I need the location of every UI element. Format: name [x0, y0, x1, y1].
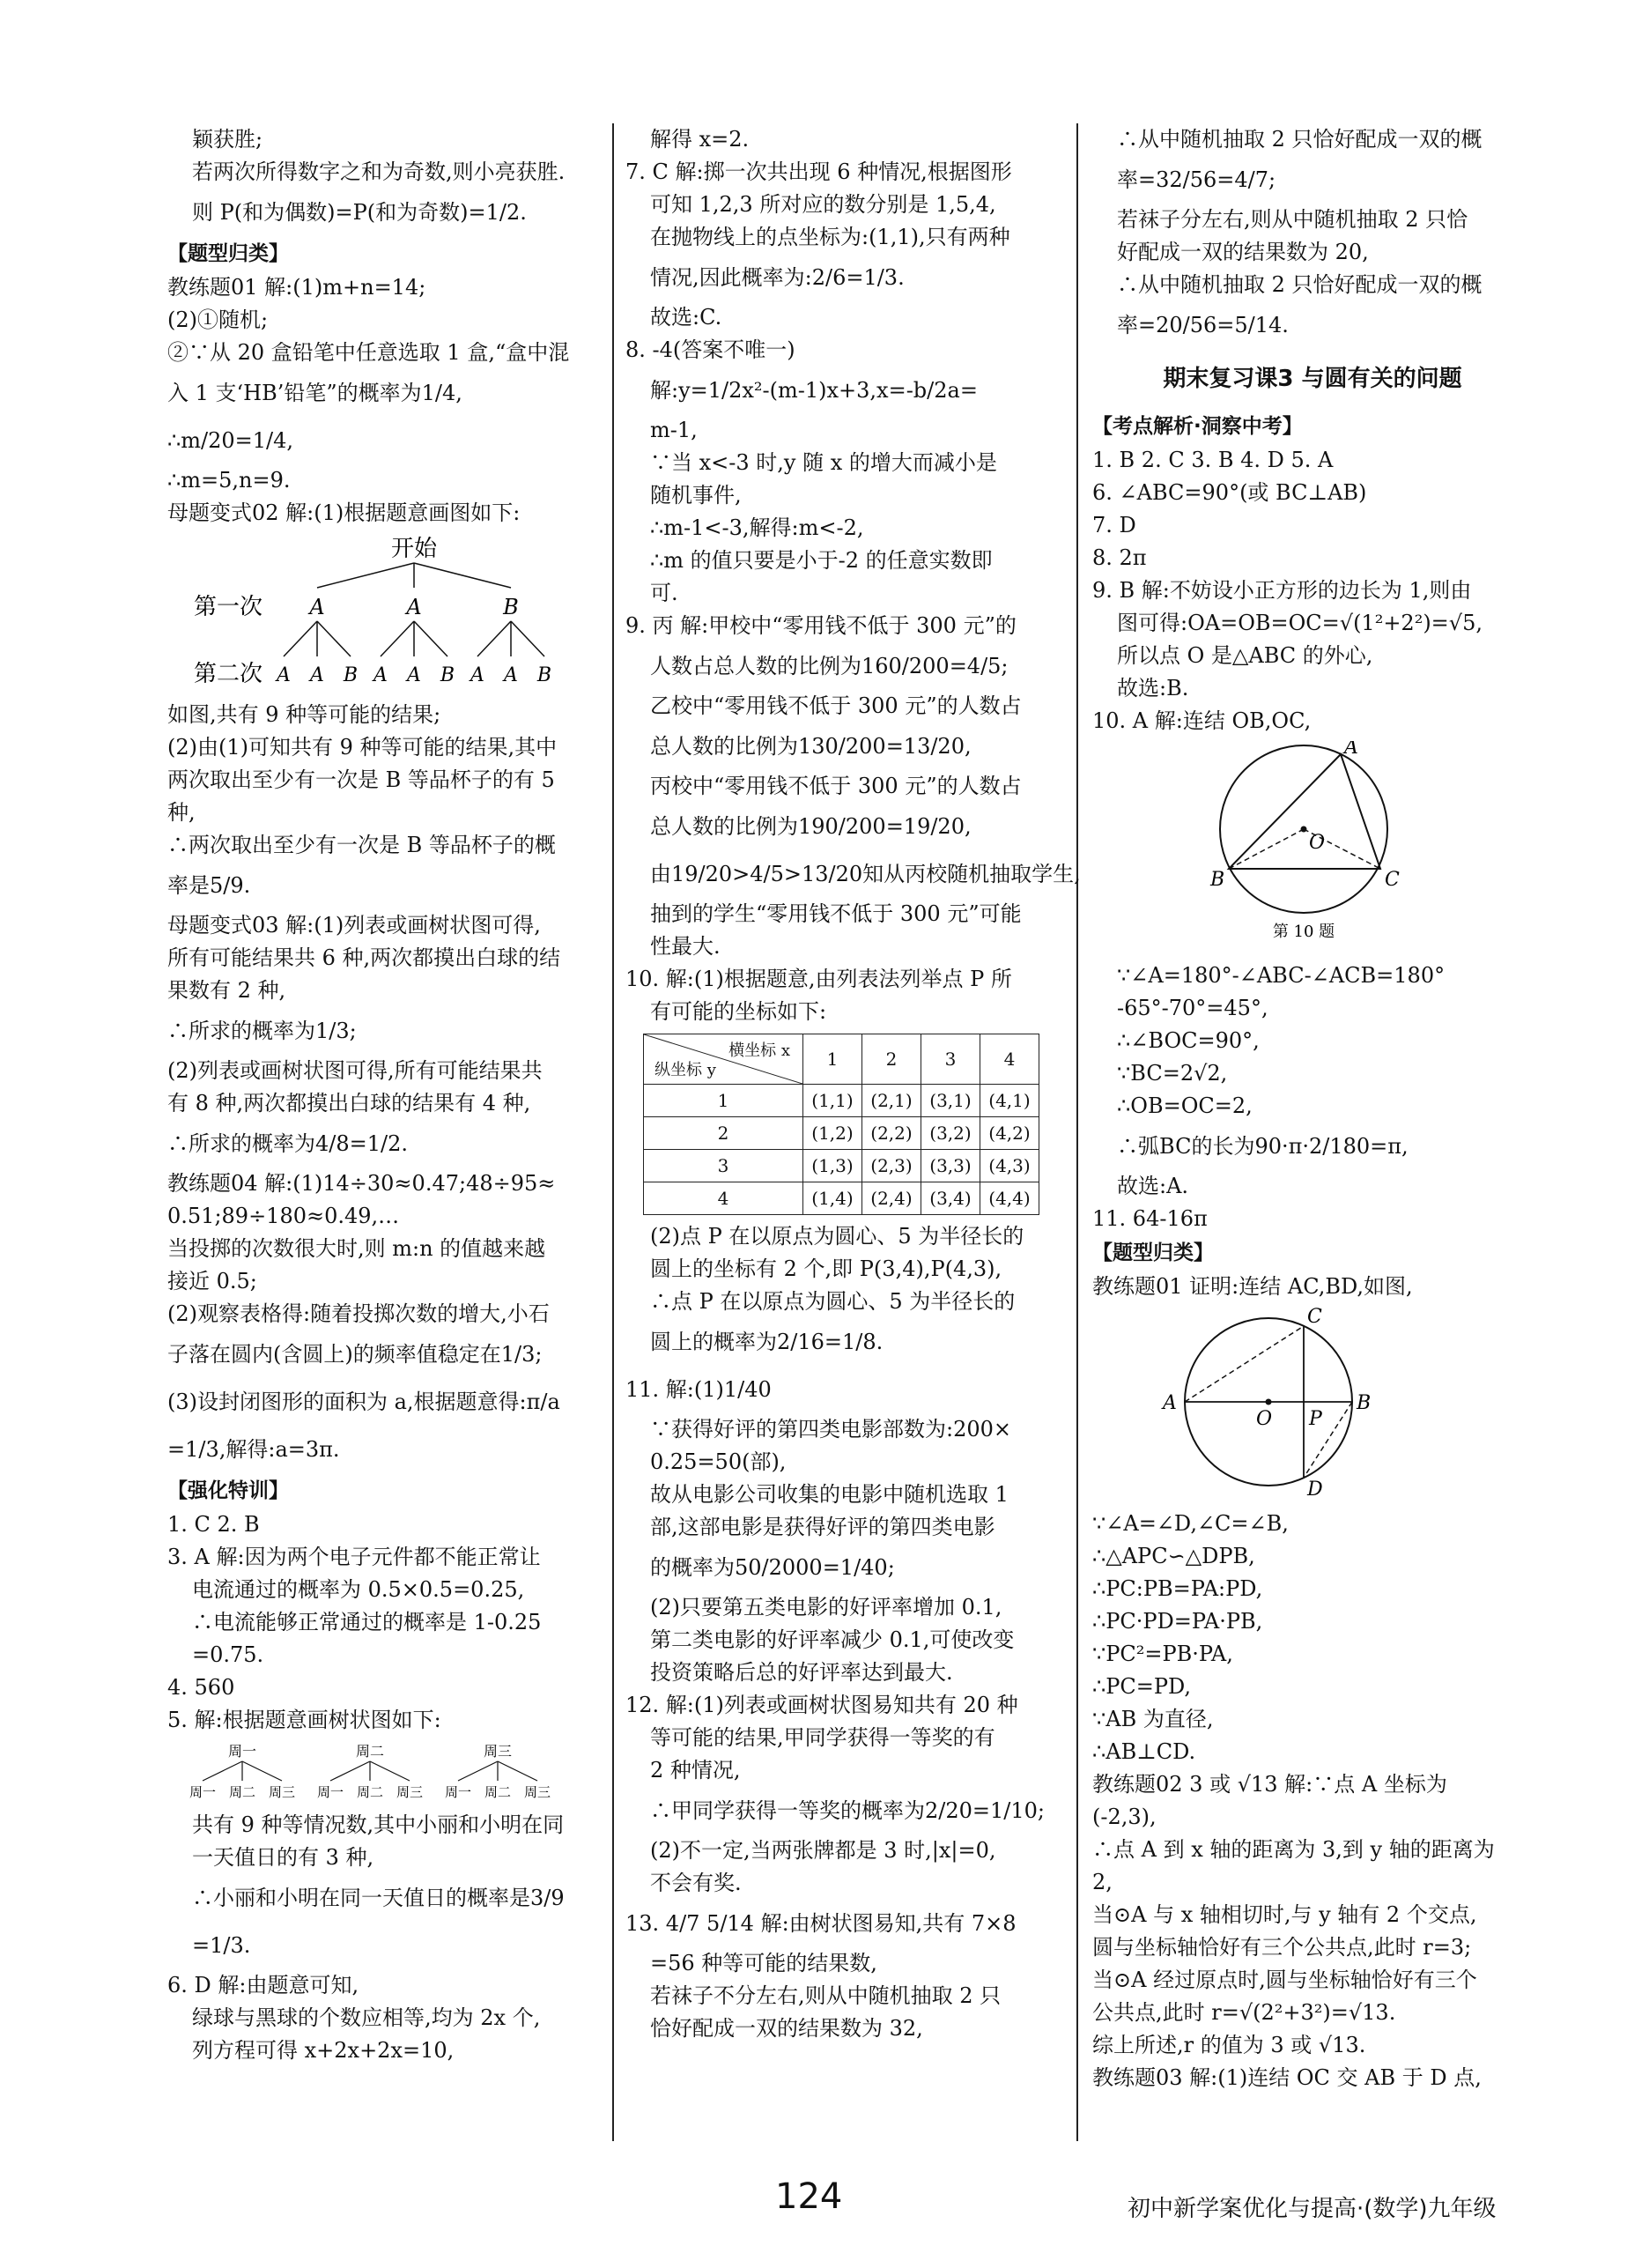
col1-part-a	[167, 123, 599, 530]
text-line: ∵BC=2√2,	[1117, 1061, 1228, 1086]
column-3	[1092, 123, 1533, 2094]
text-line: 则 P(和为偶数)=P(和为奇数)=1/2.	[192, 200, 527, 225]
text-line: 13. 4/7 5/14 解:由树状图易知,共有 7×8	[625, 1911, 1017, 1936]
table-row-header: 2	[644, 1117, 803, 1150]
text-line: 不会有奖.	[650, 1871, 742, 1895]
tree2-leaf: 周三	[523, 1784, 551, 1800]
text-line: ∴m 的值只要是小于-2 的任意实数即	[650, 548, 993, 573]
tree2-leaf: 周三	[396, 1784, 424, 1800]
text-line: 入 1 支‘HB’铅笔”的概率为1/4,	[167, 381, 462, 405]
text-line: 情况,因此概率为:2/6=1/3.	[650, 265, 905, 290]
table-row-header: 3	[644, 1150, 803, 1182]
text-line: 若袜子不分左右,则从中随机抽取 2 只	[650, 1983, 1002, 2008]
table-cell: (3,1)	[921, 1085, 980, 1117]
table-cell: (1,2)	[803, 1117, 862, 1150]
text-line: ∴所求的概率为1/3;	[167, 1019, 357, 1043]
text-line: 绿球与黑球的个数应相等,均为 2x 个,	[192, 2005, 541, 2030]
column-2	[625, 123, 1081, 2045]
table-cell: (1,1)	[803, 1085, 862, 1117]
table-cell: (2,4)	[862, 1182, 921, 1215]
table-col-header: 3	[921, 1034, 980, 1085]
text-line: 1. B 2. C 3. B 4. D 5. A	[1092, 448, 1334, 472]
tree-leaf: A	[470, 664, 484, 686]
text-line: ∵当 x<-3 时,y 随 x 的增大而减小是	[650, 450, 997, 475]
text-line: 乙校中“零用钱不低于 300 元”的人数占	[650, 693, 1022, 718]
text-line: 4. 560	[167, 1675, 235, 1700]
text-line: 8. 2π	[1092, 545, 1147, 570]
tree2-leaf: 周二	[484, 1784, 512, 1800]
fig10-label-o: O	[1309, 832, 1326, 854]
text-line: 如图,共有 9 种等可能的结果;	[167, 702, 441, 727]
text-line: 解得 x=2.	[650, 127, 750, 152]
text-line: 当⊙A 与 x 轴相切时,与 y 轴有 2 个交点,	[1092, 1902, 1477, 1927]
text-line: 0.25=50(部),	[650, 1449, 787, 1474]
text-line: ∵PC²=PB·PA,	[1092, 1642, 1233, 1666]
fig01-label-d: D	[1307, 1479, 1323, 1501]
table-cell: (2,2)	[862, 1117, 921, 1150]
col2-part-b	[625, 1220, 1066, 2045]
text-line: 的概率为50/2000=1/40;	[650, 1555, 895, 1580]
text-line: 有可能的坐标如下:	[650, 999, 827, 1024]
text-line: 故选:C.	[650, 305, 722, 330]
text-line: 率=20/56=5/14.	[1117, 313, 1289, 337]
text-line: 7. C 解:掷一次共出现 6 种情况,根据图形	[625, 159, 1012, 184]
text-line: 11. 64-16π	[1092, 1206, 1208, 1231]
text-line: 电流通过的概率为 0.5×0.5=0.25,	[192, 1577, 525, 1602]
tree-node-l1-a2: A	[406, 595, 422, 619]
tree-leaf: A	[277, 664, 291, 686]
text-line: (2)不一定,当两张牌都是 3 时,|x|=0,	[650, 1838, 996, 1863]
table-x-header: 横坐标 x	[728, 1041, 790, 1060]
table-cell: (4,4)	[980, 1182, 1039, 1215]
text-line: ∴点 P 在以原点为圆心、5 为半径长的	[650, 1289, 1016, 1314]
fig10-label-b: B	[1210, 869, 1225, 891]
table-row	[644, 1150, 1039, 1182]
tree-leaf: A	[373, 664, 388, 686]
text-line: 10. A 解:连结 OB,OC,	[1092, 708, 1312, 733]
tree2-top: 周二	[355, 1743, 385, 1760]
tree2-leaf: 周三	[268, 1784, 296, 1800]
table-col-header: 2	[862, 1034, 921, 1085]
text-line: 当投掷的次数很大时,则 m:n 的值越来越	[167, 1236, 546, 1261]
text-line: 教练题04 解:(1)14÷30≈0.47;48÷95≈	[167, 1171, 556, 1196]
text-line: 投资策略后总的好评率达到最大.	[650, 1660, 953, 1685]
col3-part-b	[1092, 409, 1533, 737]
text-line: =0.75.	[192, 1642, 264, 1667]
text-line: 抽到的学生“零用钱不低于 300 元”可能	[650, 901, 1022, 926]
text-line: 列方程可得 x+2x+2x=10,	[192, 2038, 455, 2063]
figure-10	[1092, 741, 1533, 952]
table-cell: (4,1)	[980, 1085, 1039, 1117]
tree-leaf: A	[504, 664, 518, 686]
text-line: 率是5/9.	[167, 873, 251, 898]
text-line: 6. D 解:由题意可知,	[167, 1973, 359, 1997]
table-cell: (3,4)	[921, 1182, 980, 1215]
text-line: 9. 丙 解:甲校中“零用钱不低于 300 元”的	[625, 613, 1017, 638]
col1-part-b	[167, 699, 599, 1737]
text-line: 8. -4(答案不唯一)	[625, 337, 795, 362]
text-line: (2)列表或画树状图可得,所有可能结果共	[167, 1058, 543, 1083]
text-line: 图可得:OA=OB=OC=√(1²+2²)=√5,	[1117, 611, 1483, 635]
text-line: ∴∠BOC=90°,	[1117, 1028, 1260, 1053]
text-line: 第二类电影的好评率减少 0.1,可使改变	[650, 1627, 1015, 1652]
tree2-leaf: 周一	[189, 1784, 217, 1800]
text-line: 教练题02 3 或 √13 解:∵点 A 坐标为	[1092, 1772, 1447, 1797]
text-line: 有 8 种,两次都摸出白球的结果有 4 种,	[167, 1091, 531, 1115]
col3-part-a	[1092, 123, 1533, 349]
table-y-header: 纵坐标 y	[654, 1061, 716, 1079]
text-line: ∴从中随机抽取 2 只恰好配成一双的概	[1117, 272, 1483, 297]
fig01-label-p: P	[1309, 1408, 1322, 1430]
text-line: 两次取出至少有一次是 B 等品杯子的有 5	[167, 767, 555, 792]
col3-part-d	[1092, 1508, 1533, 2094]
fig01-label-c: C	[1307, 1307, 1322, 1328]
text-line: 子落在圆内(含圆上)的频率值稳定在1/3;	[167, 1342, 543, 1367]
tree-diagram-1	[167, 533, 599, 692]
text-line: m-1,	[650, 418, 698, 442]
table-cell: (2,1)	[862, 1085, 921, 1117]
tree2-leaf: 周一	[316, 1784, 344, 1800]
text-line: 总人数的比例为190/200=19/20,	[650, 814, 972, 839]
text-line: ∴两次取出至少有一次是 B 等品杯子的概	[167, 833, 556, 857]
text-line: ∴所求的概率为4/8=1/2.	[167, 1131, 408, 1156]
text-line: 颖获胜;	[192, 127, 263, 152]
text-line: ∴m/20=1/4,	[167, 428, 294, 453]
table-cell: (4,3)	[980, 1150, 1039, 1182]
text-line: 故从电影公司收集的电影中随机选取 1	[650, 1482, 1009, 1507]
page-footer: 初中新学案优化与提高·(数学)九年级	[1128, 2196, 1497, 2222]
tree-diagram-2	[167, 1740, 599, 1802]
text-line: 人数占总人数的比例为160/200=4/5;	[650, 654, 1009, 678]
text-line: ∴△APC∽△DPB,	[1092, 1544, 1255, 1568]
text-line: ∵∠A=180°-∠ABC-∠ACB=180°	[1117, 963, 1446, 988]
section-title: 期末复习课3 与圆有关的问题	[1163, 366, 1462, 392]
tree-leaf: B	[536, 664, 552, 686]
tree-leaf: B	[343, 664, 359, 686]
table-col-header: 1	[803, 1034, 862, 1085]
text-line: 公共点,此时 r=√(2²+3²)=√13.	[1092, 2000, 1396, 2025]
text-line: (2)点 P 在以原点为圆心、5 为半径长的	[650, 1224, 1024, 1249]
table-cell: (3,2)	[921, 1117, 980, 1150]
text-line: ∵获得好评的第四类电影部数为:200×	[650, 1417, 1012, 1442]
text-line: ∴甲同学获得一等奖的概率为2/20=1/10;	[650, 1798, 1045, 1823]
text-line: 共有 9 种等情况数,其中小丽和小明在同	[192, 1812, 565, 1837]
text-line: 所有可能结果共 6 种,两次都摸出白球的结	[167, 945, 561, 970]
text-line: ∴小丽和小明在同一天值日的概率是3/9	[192, 1886, 565, 1910]
text-line: 【考点解析·洞察中考】	[1092, 415, 1303, 438]
tree-node-l1-b: B	[503, 595, 519, 619]
text-line: 2,	[1092, 1870, 1113, 1894]
text-line: 【题型归类】	[167, 242, 289, 265]
fig01-label-o: O	[1256, 1408, 1273, 1430]
text-line: ∵∠A=∠D,∠C=∠B,	[1092, 1511, 1289, 1536]
text-line: 0.51;89÷180≈0.49,…	[167, 1204, 400, 1228]
text-line: ∴OB=OC=2,	[1117, 1093, 1253, 1118]
text-line: 总人数的比例为130/200=13/20,	[650, 734, 972, 759]
text-line: 所以点 O 是△ABC 的外心,	[1117, 643, 1373, 668]
table-row-header: 1	[644, 1085, 803, 1117]
text-line: 12. 解:(1)列表或画树状图易知共有 20 种	[625, 1693, 1018, 1717]
col2-part-a	[625, 123, 1081, 1028]
tree2-leaf: 周一	[444, 1784, 472, 1800]
fig10-caption: 第 10 题	[1272, 923, 1335, 941]
tree-first-label: 第一次	[194, 594, 263, 620]
text-line: ∴m=5,n=9.	[167, 468, 291, 493]
text-line: 10. 解:(1)根据题意,由列表法列举点 P 所	[625, 967, 1012, 991]
tree-leaf: A	[310, 664, 324, 686]
text-line: 1. C 2. B	[167, 1512, 260, 1537]
fig10-label-a: A	[1344, 741, 1358, 759]
text-line: 由19/20>4/5>13/20知从丙校随机抽取学生,	[650, 862, 1081, 886]
text-line: (3)设封闭图形的面积为 a,根据题意得:π/a	[167, 1390, 560, 1414]
text-line: (2)只要第五类电影的好评率增加 0.1,	[650, 1595, 1002, 1619]
text-line: ∴PC=PD,	[1092, 1674, 1192, 1699]
tree2-top: 周三	[483, 1743, 513, 1760]
text-line: 在抛物线上的点坐标为:(1,1),只有两种	[650, 225, 1010, 249]
text-line: -65°-70°=45°,	[1117, 996, 1268, 1020]
text-line: 可知 1,2,3 所对应的数分别是 1,5,4,	[650, 192, 996, 217]
col3-part-c	[1092, 960, 1533, 1303]
column-divider-1	[612, 123, 614, 2141]
figure-01	[1092, 1307, 1533, 1501]
text-line: 接近 0.5;	[167, 1269, 257, 1293]
text-line: ∴AB⊥CD.	[1092, 1739, 1196, 1764]
text-line: 一天值日的有 3 种,	[192, 1845, 374, 1870]
text-line: (2)由(1)可知共有 9 种等可能的结果,其中	[167, 735, 558, 760]
col1-part-c	[167, 1809, 599, 2067]
text-line: 若两次所得数字之和为奇数,则小亮获胜.	[192, 159, 566, 184]
text-line: 果数有 2 种,	[167, 978, 286, 1003]
text-line: 教练题01 解:(1)m+n=14;	[167, 275, 426, 300]
table-cell: (3,3)	[921, 1150, 980, 1182]
text-line: 综上所述,r 的值为 3 或 √13.	[1092, 2033, 1366, 2057]
text-line: ∵AB 为直径,	[1092, 1707, 1214, 1731]
tree2-top: 周一	[227, 1743, 257, 1760]
text-line: 3. A 解:因为两个电子元件都不能正常让	[167, 1545, 541, 1569]
table-row	[644, 1085, 1039, 1117]
text-line: 可.	[650, 581, 678, 605]
text-line: =1/3.	[192, 1933, 251, 1958]
text-line: 母题变式02 解:(1)根据题意画图如下:	[167, 500, 521, 525]
tree-leaf: A	[407, 664, 421, 686]
text-line: ∴m-1<-3,解得:m<-2,	[650, 515, 864, 540]
text-line: 当⊙A 经过原点时,圆与坐标轴恰好有三个	[1092, 1968, 1477, 1992]
table-cell: (4,2)	[980, 1117, 1039, 1150]
text-line: 率=32/56=4/7;	[1117, 167, 1276, 192]
text-line: ∴弧BC的长为90·π·2/180=π,	[1117, 1134, 1409, 1159]
text-line: 【题型归类】	[1092, 1241, 1214, 1264]
text-line: 丙校中“零用钱不低于 300 元”的人数占	[650, 774, 1022, 798]
text-line: (2)观察表格得:随着投掷次数的增大,小石	[167, 1301, 550, 1326]
table-row	[644, 1117, 1039, 1150]
text-line: 圆上的概率为2/16=1/8.	[650, 1330, 884, 1354]
text-line: 部,这部电影是获得好评的第四类电影	[650, 1515, 995, 1539]
text-line: ∴PC·PD=PA·PB,	[1092, 1609, 1263, 1634]
text-line: 11. 解:(1)1/40	[625, 1377, 772, 1402]
tree-leaf: B	[440, 664, 455, 686]
fig10-label-c: C	[1385, 869, 1400, 891]
coordinate-table	[643, 1034, 1039, 1215]
text-line: 2 种情况,	[650, 1758, 741, 1783]
text-line: 教练题01 证明:连结 AC,BD,如图,	[1092, 1274, 1413, 1299]
text-line: 母题变式03 解:(1)列表或画树状图可得,	[167, 913, 541, 938]
text-line: 9. B 解:不妨设小正方形的边长为 1,则由	[1092, 578, 1472, 603]
text-line: ②∵从 20 盒铅笔中任意选取 1 盒,“盒中混	[167, 340, 570, 365]
text-line: ∴从中随机抽取 2 只恰好配成一双的概	[1117, 127, 1483, 152]
table-col-header: 4	[980, 1034, 1039, 1085]
tree2-leaf: 周二	[228, 1784, 256, 1800]
fig01-label-b: B	[1357, 1392, 1372, 1414]
text-line: 教练题03 解:(1)连结 OC 交 AB 于 D 点,	[1092, 2065, 1482, 2090]
text-line: 种,	[167, 800, 196, 825]
text-line: ∴电流能够正常通过的概率是 1-0.25	[192, 1610, 542, 1634]
text-line: 6. ∠ABC=90°(或 BC⊥AB)	[1092, 480, 1367, 505]
text-line: =1/3,解得:a=3π.	[167, 1437, 340, 1462]
text-line: 5. 解:根据题意画树状图如下:	[167, 1708, 441, 1732]
text-line: 性最大.	[650, 934, 721, 959]
tree-start-label: 开始	[390, 536, 438, 562]
tree-second-label: 第二次	[194, 661, 263, 687]
text-line: 好配成一双的结果数为 20,	[1117, 240, 1369, 264]
text-line: ∴PC:PB=PA:PD,	[1092, 1576, 1263, 1601]
text-line: 【强化特训】	[167, 1479, 289, 1502]
table-row	[644, 1182, 1039, 1215]
text-line: 故选:A.	[1117, 1174, 1189, 1198]
text-line: (2)①随机;	[167, 308, 269, 332]
table-cell: (1,3)	[803, 1150, 862, 1182]
column-1	[167, 123, 599, 2067]
tree2-leaf: 周二	[356, 1784, 384, 1800]
text-line: 随机事件,	[650, 483, 742, 508]
text-line: ∴点 A 到 x 轴的距离为 3,到 y 轴的距离为	[1092, 1837, 1495, 1862]
text-line: 恰好配成一双的结果数为 32,	[650, 2016, 923, 2041]
text-line: (-2,3),	[1092, 1805, 1157, 1829]
column-divider-2	[1076, 123, 1078, 2141]
text-line: =56 种等可能的结果数,	[650, 1951, 877, 1975]
table-row-header: 4	[644, 1182, 803, 1215]
page-number: 124	[775, 2176, 843, 2217]
text-line: 圆与坐标轴恰好有三个公共点,此时 r=3;	[1092, 1935, 1472, 1960]
text-line: 若袜子分左右,则从中随机抽取 2 只恰	[1117, 207, 1468, 232]
tree-node-l1-a1: A	[309, 595, 325, 619]
text-line: 圆上的坐标有 2 个,即 P(3,4),P(4,3),	[650, 1256, 1002, 1281]
text-line: 等可能的结果,甲同学获得一等奖的有	[650, 1725, 995, 1750]
table-cell: (1,4)	[803, 1182, 862, 1215]
text-line: 故选:B.	[1117, 676, 1189, 700]
text-line: 7. D	[1092, 513, 1136, 537]
text-line: 解:y=1/2x²-(m-1)x+3,x=-b/2a=	[650, 378, 978, 403]
table-cell: (2,3)	[862, 1150, 921, 1182]
fig01-label-a: A	[1163, 1392, 1177, 1414]
table-corner-header	[644, 1034, 803, 1085]
